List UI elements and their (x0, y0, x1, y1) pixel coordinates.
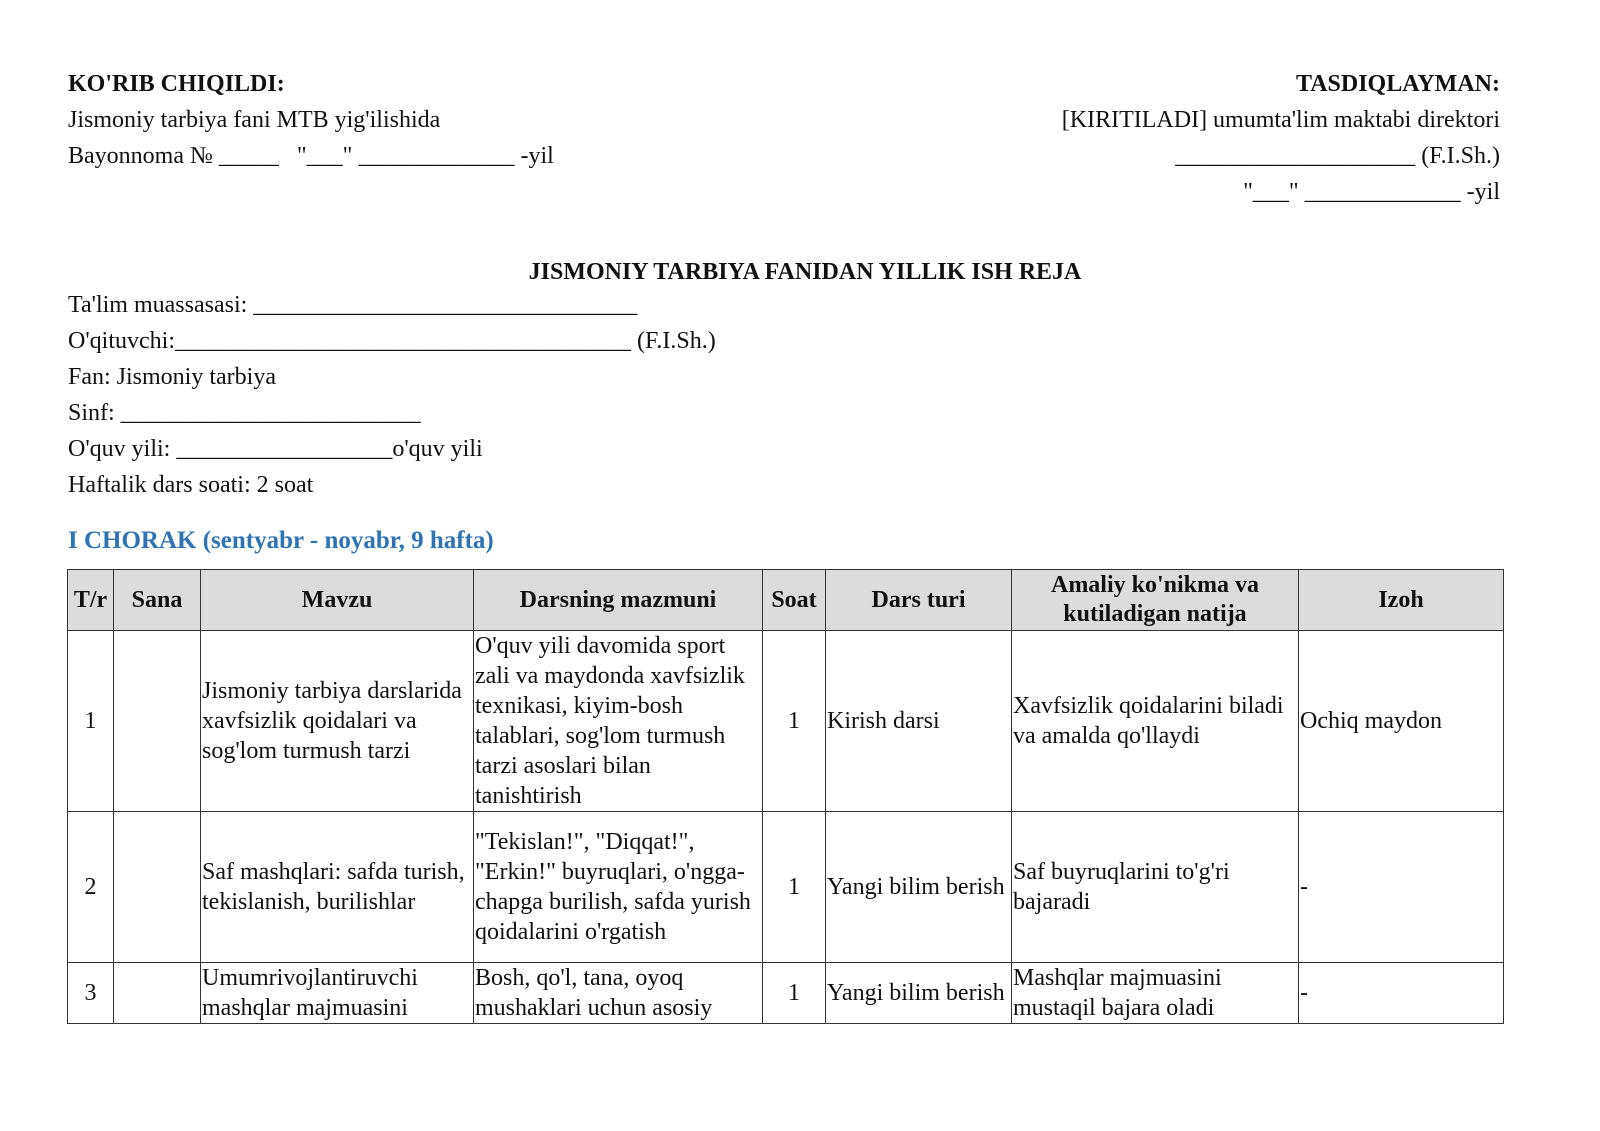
header-note: Izoh (1299, 570, 1504, 631)
cell-content: "Tekislan!", "Diqqat!", "Erkin!" buyruqlari, o'ngga-chapga burilish, safda yurish qoidalarini o'rgatish (474, 812, 763, 963)
cell-lesson-type: Yangi bilim berish (826, 963, 1012, 1024)
info-grade: Sinf: _________________________ (68, 400, 421, 426)
table-header-row (68, 570, 1504, 631)
header-hours: Soat (763, 570, 826, 631)
cell-skill-outcome: Xavfsizlik qoidalarini biladi va amalda qo'llaydi (1012, 631, 1299, 812)
cell-note: - (1299, 812, 1504, 963)
table-row (68, 631, 1504, 812)
lesson-plan-table (67, 569, 1504, 1024)
info-institution: Ta'lim muassasasi: ________________________________ (68, 292, 638, 318)
info-weekly-hours: Haftalik dars soati: 2 soat (68, 472, 314, 498)
approval-line-date: "___" _____________ -yil (1243, 179, 1500, 205)
info-teacher: O'qituvchi:______________________________________ (F.I.Sh.) (68, 328, 716, 354)
cell-number: 3 (68, 963, 114, 1024)
header-number: T/r (68, 570, 114, 631)
cell-content: Bosh, qo'l, tana, oyoq mushaklari uchun asosiy (474, 963, 763, 1024)
table-row (68, 812, 1504, 963)
header-lesson-type: Dars turi (826, 570, 1012, 631)
cell-date (114, 631, 201, 812)
approval-block (1062, 66, 1500, 210)
cell-date (114, 812, 201, 963)
cell-note: Ochiq maydon (1299, 631, 1504, 812)
cell-hours: 1 (763, 631, 826, 812)
header-topic: Mavzu (201, 570, 474, 631)
review-line-meeting: Jismoniy tarbiya fani MTB yig'ilishida (68, 107, 441, 133)
info-subject: Fan: Jismoniy tarbiya (68, 364, 276, 390)
approval-title: TASDIQLAYMAN: (1295, 71, 1500, 97)
cell-topic: Umumrivojlantiruvchi mashqlar majmuasini (201, 963, 474, 1024)
cell-hours: 1 (763, 963, 826, 1024)
cell-lesson-type: Yangi bilim berish (826, 812, 1012, 963)
review-line-protocol: Bayonnoma № _____ "___" _____________ -yil (68, 143, 554, 169)
table-row (68, 963, 1504, 1024)
cell-hours: 1 (763, 812, 826, 963)
cell-note: - (1299, 963, 1504, 1024)
approval-line-director: [KIRITILADI] umumta'lim maktabi direktori (1061, 107, 1500, 133)
cell-topic: Saf mashqlari: safda turish, tekislanish, burilishlar (201, 812, 474, 963)
cell-content: O'quv yili davomida sport zali va maydonda xavfsizlik texnikasi, kiyim-bosh talablari, sog'lom turmush tarzi asoslari bilan tanishtirish (474, 631, 763, 812)
review-block (68, 66, 554, 174)
info-year: O'quv yili: __________________o'quv yili (68, 436, 483, 462)
header-skill-outcome: Amaliy ko'nikma va kutiladigan natija (1012, 570, 1299, 631)
document-title: JISMONIY TARBIYA FANIDAN YILLIK ISH REJA (528, 259, 1082, 285)
header-date: Sana (114, 570, 201, 631)
info-block (68, 287, 716, 503)
cell-date (114, 963, 201, 1024)
cell-lesson-type: Kirish darsi (826, 631, 1012, 812)
cell-skill-outcome: Mashqlar majmuasini mustaqil bajara oladi (1012, 963, 1299, 1024)
cell-skill-outcome: Saf buyruqlarini to'g'ri bajaradi (1012, 812, 1299, 963)
header-content: Darsning mazmuni (474, 570, 763, 631)
review-title: KO'RIB CHIQILDI: (68, 71, 285, 97)
cell-number: 2 (68, 812, 114, 963)
approval-line-signature: ____________________ (F.I.Sh.) (1175, 143, 1500, 169)
quarter-heading: I CHORAK (sentyabr - noyabr, 9 hafta) (68, 527, 494, 554)
cell-topic: Jismoniy tarbiya darslarida xavfsizlik qoidalari va sog'lom turmush tarzi (201, 631, 474, 812)
cell-number: 1 (68, 631, 114, 812)
